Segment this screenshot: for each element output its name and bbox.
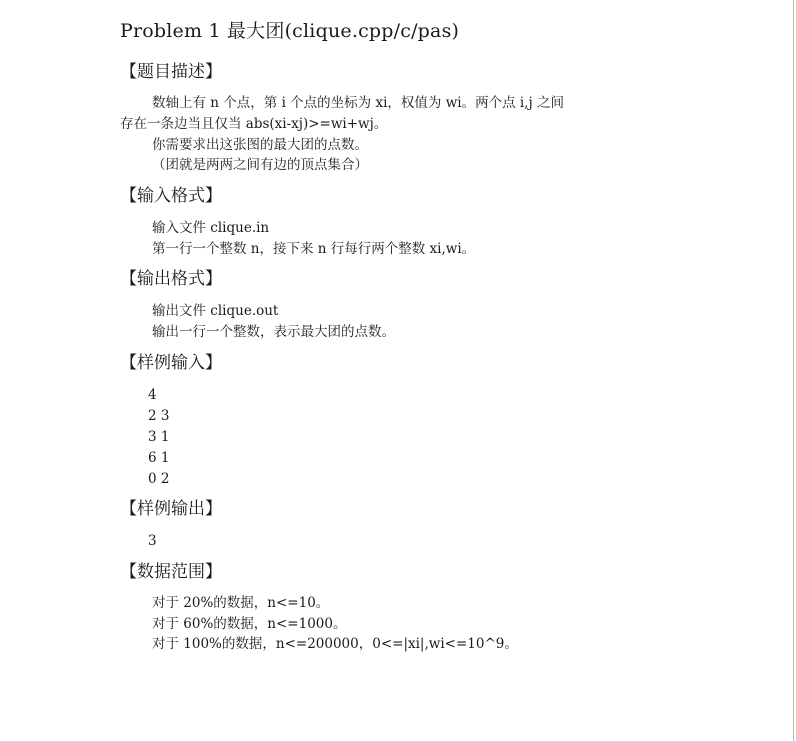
description-line-3: 你需要求出这张图的最大团的点数。 — [152, 137, 368, 153]
page-edge-divider — [793, 0, 794, 741]
description-line-4: （团就是两两之间有边的顶点集合） — [152, 157, 368, 173]
sample-input-line: 2 3 — [148, 408, 170, 424]
heading-input-format: 【输入格式】 — [120, 186, 222, 206]
sample-input-line: 3 1 — [148, 429, 170, 445]
heading-sample-output: 【样例输出】 — [120, 499, 222, 519]
output-format-line-2: 输出一行一个整数，表示最大团的点数。 — [152, 324, 395, 340]
heading-data-range: 【数据范围】 — [120, 562, 222, 582]
heading-description: 【题目描述】 — [120, 62, 222, 82]
sample-input-line: 4 — [148, 387, 157, 403]
problem-title: Problem 1 最大团(clique.cpp/c/pas) — [120, 20, 460, 42]
input-format-line-2: 第一行一个整数 n，接下来 n 行每行两个整数 xi,wi。 — [152, 241, 476, 257]
data-range-line-2: 对于 60%的数据，n<=1000。 — [152, 616, 347, 632]
heading-output-format: 【输出格式】 — [120, 269, 222, 289]
sample-input-line: 0 2 — [148, 471, 170, 487]
data-range-line-3: 对于 100%的数据，n<=200000，0<=|xi|,wi<=10^9。 — [152, 636, 518, 652]
description-line-1: 数轴上有 n 个点，第 i 个点的坐标为 xi，权值为 wi。两个点 i,j 之间 — [152, 95, 564, 111]
sample-input-line: 6 1 — [148, 450, 170, 466]
heading-sample-input: 【样例输入】 — [120, 353, 222, 373]
description-line-2: 存在一条边当且仅当 abs(xi-xj)>=wi+wj。 — [120, 116, 388, 132]
data-range-line-1: 对于 20%的数据，n<=10。 — [152, 595, 330, 611]
sample-output-line: 3 — [148, 533, 157, 549]
output-format-line-1: 输出文件 clique.out — [152, 303, 279, 319]
input-format-line-1: 输入文件 clique.in — [152, 220, 270, 236]
